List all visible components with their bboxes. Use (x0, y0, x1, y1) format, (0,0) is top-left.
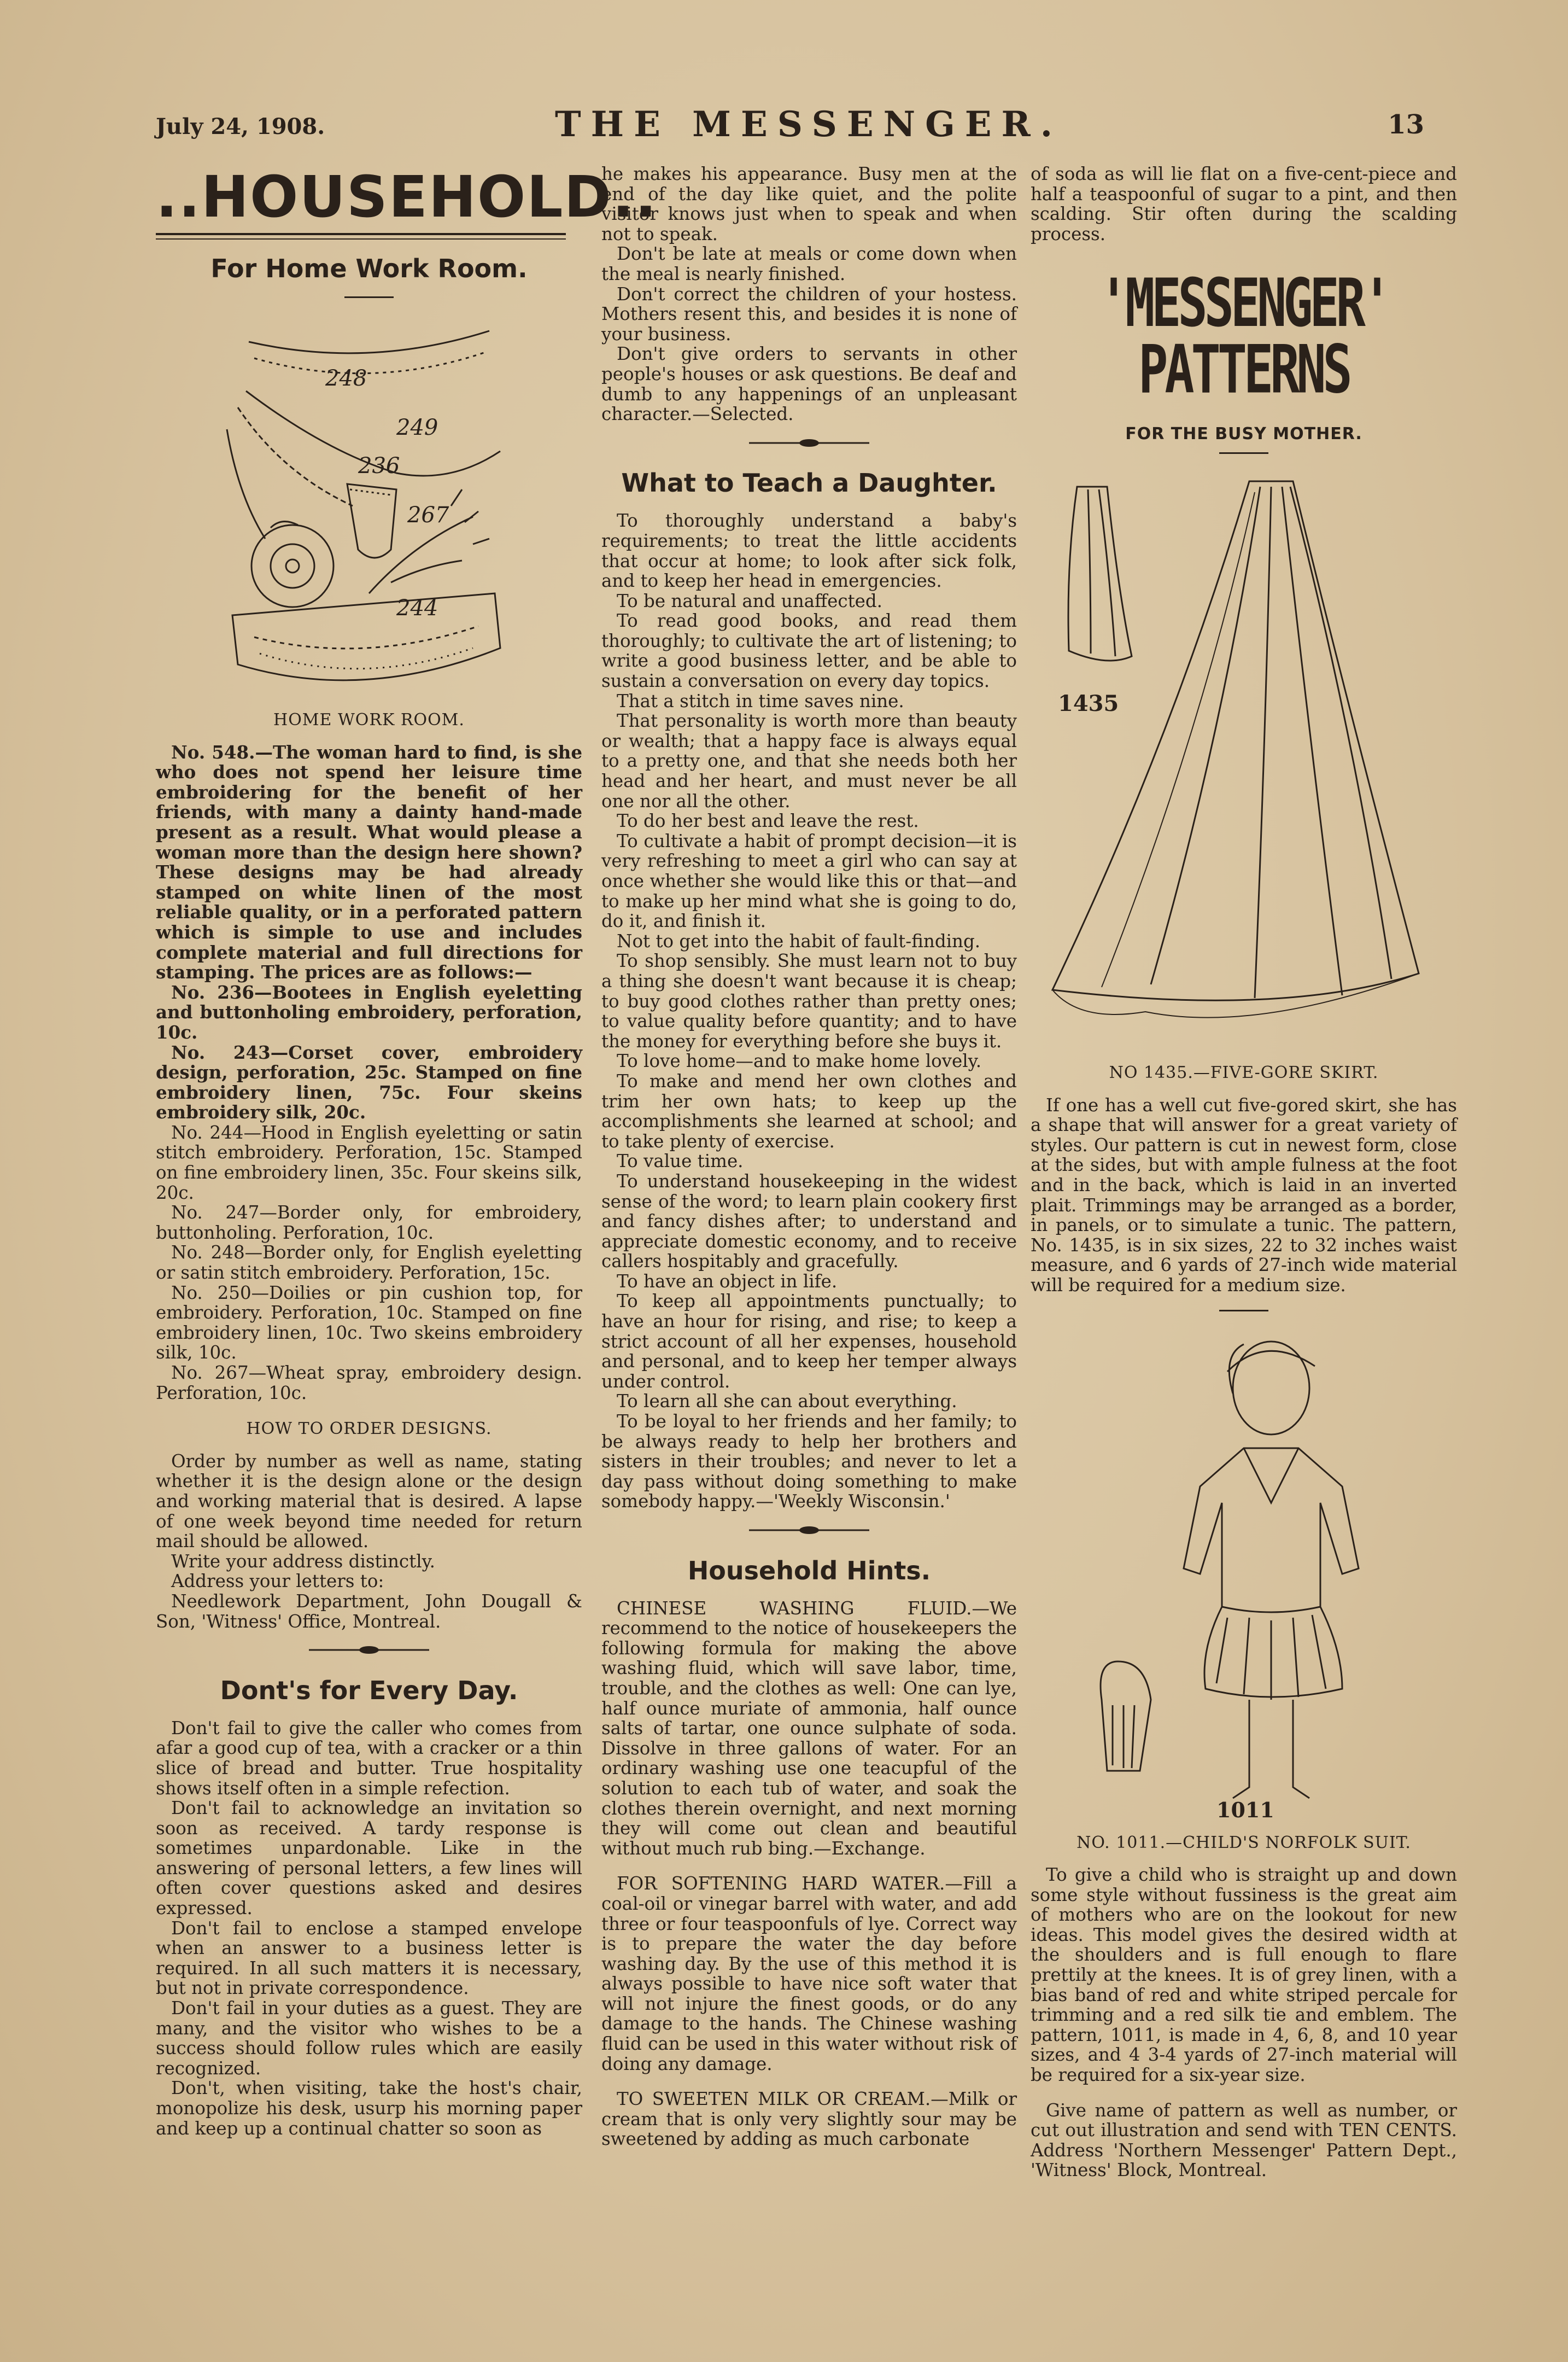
order-designs-heading: HOW TO ORDER DESIGNS. (246, 1419, 492, 1439)
daughter-paragraph: Not to get into the habit of fault-finding. (617, 930, 981, 952)
daughter-paragraph: To read good books, and read them thoroughly; to cultivate the art of listening; to write a good business letter, and be able to sustain a conversation on every day topics. (601, 610, 1017, 692)
issue-date: July 24, 1908. (156, 114, 325, 139)
newspaper-title: THE MESSENGER. (555, 104, 1062, 145)
order-paragraph: Address your letters to: (171, 1571, 384, 1592)
embroidery-illustration (156, 309, 582, 703)
daughter-paragraph: To shop sensibly. She must learn not to buy a thing she doesn't want because it is cheap; to buy good clothes rather than pretty ones; to value quality before quantity; and to have the money for everything before she buys it. (601, 950, 1017, 1052)
daughter-paragraph: To cultivate a habit of prompt decision—it is very refreshing to meet a girl who can say at once whether she would like this or that—and to make up her mind what she is going to do, do it, and finish it. (601, 830, 1017, 932)
suit-pattern-label: 1011 (1216, 1797, 1274, 1822)
daughter-paragraph: To keep all appointments punctually; to have an hour for rising, and rise; to keep a strict account of all her expenses, household and personal, and to keep her temper always under control. (601, 1291, 1017, 1392)
childs-norfolk-suit-image (1036, 1322, 1452, 1826)
divider (344, 296, 394, 298)
donts-paragraph: Don't fail in your duties as a guest. They are many, and the visitor who wishes to be a success should follow rules which are easily recognized. (156, 1998, 582, 2079)
design-label-236: 236 (358, 453, 400, 479)
divider (1219, 1310, 1268, 1311)
donts-paragraph: Don't fail to enclose a stamped envelope when an answer to a business letter is required. In all such matters it is necessary, but not in private correspondence. (156, 1917, 582, 1999)
article-paragraph: No. 250—Doilies or pin cushion top, for embroidery. Perforation, 10c. Stamped on fine embroidery linen, 10c. Two skeins embroidery silk, 10c. (156, 1282, 582, 1363)
daughter-paragraph: To make and mend her own clothes and trim her own hats; to keep up the accomplishments she learned at school; and to take plenty of exercise. (601, 1070, 1017, 1152)
norfolk-suit-illustration (1031, 1322, 1457, 1826)
donts-continued-paragraph: Don't correct the children of your hostess. Mothers resent this, and besides it is none of your business. (601, 283, 1017, 345)
skirt-pattern-label: 1435 (1058, 690, 1119, 716)
page-number: 13 (1388, 109, 1424, 140)
daughter-paragraph: To have an object in life. (617, 1270, 838, 1292)
article-paragraph: No. 236—Bootees in English eyeletting and buttonholing embroidery, perforation, 10c. (156, 981, 582, 1043)
donts-continued-paragraph: Don't be late at meals or come down when the meal is nearly finished. (601, 243, 1017, 284)
divider (1219, 452, 1268, 454)
donts-paragraph: Don't fail to give the caller who comes from afar a good cup of tea, with a cracker or a thin slice of bread and butter. True hospitality shows itself often in a simple refection. (156, 1717, 582, 1799)
hints-paragraph: TO SWEETEN MILK OR CREAM.—Milk or cream that is only very slightly sour may be sweetened by adding as much carbonate (601, 2089, 1017, 2150)
patterns-subtitle: FOR THE BUSY MOTHER. (1125, 424, 1362, 444)
home-work-room-heading: For Home Work Room. (210, 254, 528, 283)
embroidery-designs-image (216, 309, 522, 703)
daughter-paragraph: To love home—and to make home lovely. (617, 1051, 982, 1072)
donts-heading: Dont's for Every Day. (220, 1675, 518, 1705)
daughter-paragraph: To thoroughly understand a baby's requirements; to treat the little accidents that occur at home; to look after sick folk, and to keep her head in emergencies. (601, 510, 1017, 592)
hints-paragraph: CHINESE WASHING FLUID.—We recommend to the notice of housekeepers the following formula for making the above washing fluid, which will save labor, time, trouble, and the clothes as well: One can lye, half ounce muriate of ammonia, half ounce salts of tartar, one ounce sulphate of soda. Dissolve in three gallons of water. For an ordinary washing use one teacupful of the solution to each tub of water, and soak the clothes therein overnight, and next morning they will come out clean and beautiful without much rub bing.—Exchange. (601, 1597, 1017, 1859)
daughter-paragraph: To do her best and leave the rest. (617, 810, 919, 832)
article-paragraph: No. 248—Border only, for English eyeletting or satin stitch embroidery. Perforation, 15c. (156, 1242, 582, 1284)
hints-continued-paragraph: of soda as will lie flat on a five-cent-piece and half a teaspoonful of sugar to a pint, and then scalding. Stir often during the scalding process. (1031, 164, 1457, 244)
daughter-paragraph: To value time. (617, 1151, 744, 1172)
section-title: ..HOUSEHOLD.. (156, 164, 658, 230)
column-1 (156, 164, 658, 2139)
hints-paragraph: FOR SOFTENING HARD WATER.—Fill a coal-oil or vinegar barrel with water, and add three or four teaspoonfuls of lye. Correct way is to prepare the water the day before washing day. By the use of this method it is always possible to have nice soft water that will not injure the finest goods, or do any damage to the hands. The Chinese washing fluid can be used in this water without risk of doing any damage. (601, 1873, 1017, 2074)
design-label-248: 248 (325, 366, 367, 391)
donts-continued-paragraph: Don't give orders to servants in other people's houses or ask questions. Be deaf and dumb to any happenings of an unpleasant character.—Selected. (601, 343, 1017, 425)
illustration-caption: HOME WORK ROOM. (273, 710, 465, 730)
daughter-paragraph: To be loyal to her friends and her family; to be always ready to help her brothers and sisters in their troubles; and never to let a day pass without doing something to make somebody happy.—'Weekly Wisconsin.' (601, 1411, 1017, 1512)
article-paragraph: No. 247—Border only, for embroidery, buttonholing. Perforation, 10c. (156, 1202, 582, 1243)
daughter-paragraph: That a stitch in time saves nine. (617, 690, 904, 711)
ornament-divider (601, 1521, 1017, 1542)
five-gore-skirt-image (1036, 465, 1452, 1055)
column-2 (601, 164, 1017, 2149)
daughter-paragraph: To learn all she can about everything. (617, 1391, 957, 1412)
order-paragraph: Needlework Department, John Dougall & Son, 'Witness' Office, Montreal. (156, 1590, 582, 1632)
daughter-paragraph: That personality is worth more than beauty or wealth; that a happy face is always equal to a pretty one, and that she needs both her head and her heart, and must never be all one nor all the other. (601, 710, 1017, 812)
design-label-249: 249 (396, 415, 438, 440)
patterns-heading: 'MESSENGER' PATTERNS (1098, 265, 1389, 409)
ornament-divider (601, 434, 1017, 454)
title-rule (156, 233, 566, 240)
skirt-paragraph: If one has a well cut five-gored skirt, she has a shape that will answer for a great variety of styles. Our pattern is cut in newest form, close at the sides, but with ample fulness at the foot and in the back, which is laid in an inverted plait. Trimmings may be arranged as a border, in panels, or to simulate a tunic. The pattern, No. 1435, is in six sizes, 22 to 32 inches waist measure, and 6 yards of 27-inch wide material will be required for a medium size. (1031, 1094, 1457, 1296)
ornament-divider (156, 1641, 582, 1661)
order-paragraph: Write your address distinctly. (171, 1550, 435, 1572)
design-label-267: 267 (407, 503, 449, 528)
suit-caption: NO. 1011.—CHILD'S NORFOLK SUIT. (1076, 1833, 1411, 1852)
article-paragraph: No. 267—Wheat spray, embroidery design. Perforation, 10c. (156, 1362, 582, 1403)
column-3 (1031, 164, 1457, 2180)
donts-paragraph: Don't, when visiting, take the host's chair, monopolize his desk, usurp his morning paper and keep up a continual chatter so soon as (156, 2078, 582, 2139)
daughter-paragraph: To understand housekeeping in the widest sense of the word; to learn plain cookery first and fancy dishes after; to understand and appreciate domestic economy, and to receive callers hospitably and gracefully. (601, 1170, 1017, 1272)
article-paragraph: No. 244—Hood in English eyeletting or satin stitch embroidery. Perforation, 15c. Stamped on fine embroidery linen, 35c. Four skeins silk, 20c. (156, 1122, 582, 1203)
donts-paragraph: Don't fail to acknowledge an invitation so soon as received. A tardy response is sometimes unpardonable. Like in the answering of personal letters, a few lines will often cover questions asked and desires expressed. (156, 1798, 582, 1919)
design-label-244: 244 (396, 596, 438, 621)
donts-continued-paragraph: he makes his appearance. Busy men at the end of the day like quiet, and the polite visitor knows just when to speak and when not to speak. (601, 164, 1017, 244)
order-paragraph: Order by number as well as name, stating whether it is the design alone or the design and working material that is desired. A lapse of one week beyond time needed for return mail should be allowed. (156, 1450, 582, 1552)
masthead (156, 104, 1457, 153)
skirt-caption: NO 1435.—FIVE-GORE SKIRT. (1109, 1063, 1379, 1082)
skirt-illustration (1031, 465, 1457, 1055)
hints-heading: Household Hints. (687, 1555, 931, 1585)
suit-paragraph: To give a child who is straight up and down some style without fussiness is the great aim of mothers who are on the lookout for new ideas. This model gives the desired width at the shoulders and is full enough to flare prettily at the knees. It is of grey linen, with a bias band of red and white striped percale for trimming and a red silk tie and emblem. The pattern, 1011, is made in 4, 6, 8, and 10 year sizes, and 4 3-4 yards of 27-inch material will be required for a six-year size. (1031, 1864, 1457, 2086)
daughter-heading: What to Teach a Daughter. (621, 468, 997, 498)
daughter-paragraph: To be natural and unaffected. (617, 590, 882, 611)
article-paragraph: No. 243—Corset cover, embroidery design, perforation, 25c. Stamped on fine embroidery linen, 75c. Four skeins embroidery silk, 20c. (156, 1041, 582, 1123)
article-paragraph: No. 548.—The woman hard to find, is she who does not spend her leisure time embroidering for the benefit of her friends, with many a dainty hand-made present as a result. What would please a woman more than the design here shown? These designs may be had already stamped on white linen of the most reliable quality, or in a perforated pattern which is simple to use and includes complete material and full directions for stamping. The prices are as follows:— (156, 741, 582, 983)
order-paragraph: Give name of pattern as well as number, or cut out illustration and send with TEN CENTS. Address 'Northern Messenger' Pattern Dept., 'Witness' Block, Montreal. (1031, 2099, 1457, 2181)
